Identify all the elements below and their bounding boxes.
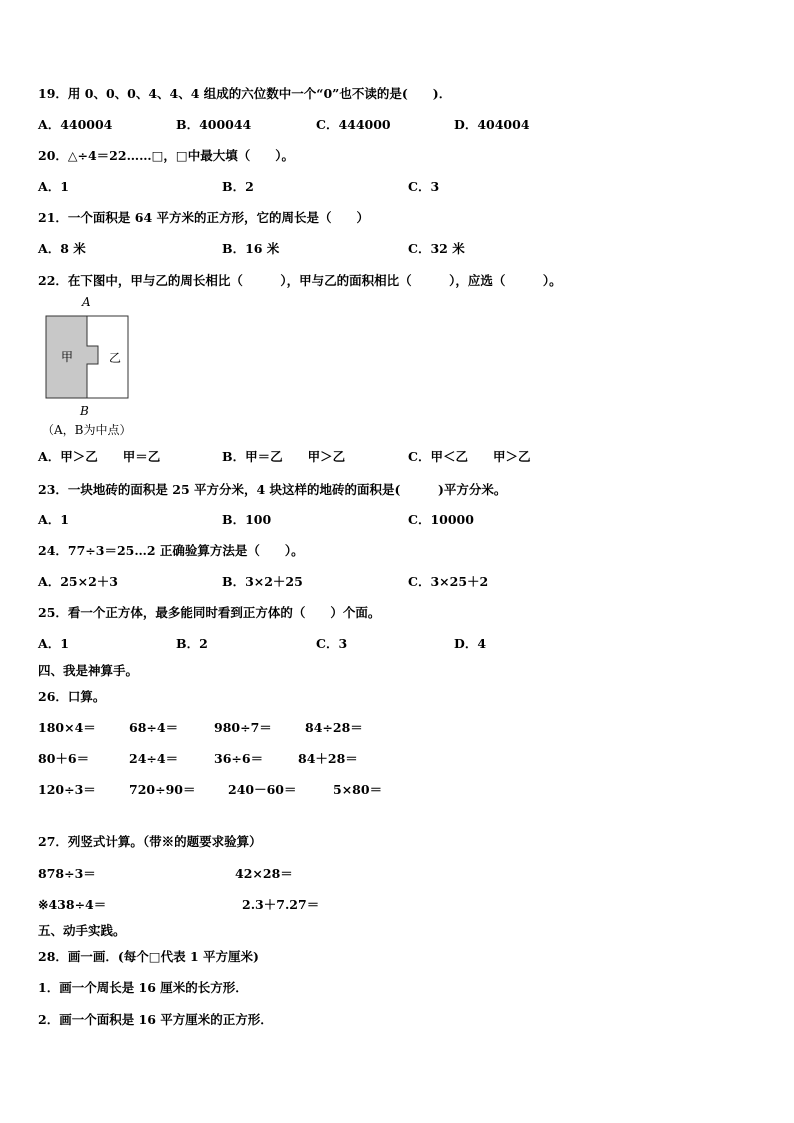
mental-calc-item: 24÷4＝ (129, 751, 179, 766)
question-25-stem: 25．看一个正方体，最多能同时看到正方体的（ ）个面。 (38, 605, 381, 620)
q24-option-c[interactable]: C．3×25＋2 (408, 574, 489, 589)
q25-option-b[interactable]: B．2 (176, 636, 208, 651)
vertical-calc-item: 878÷3＝ (38, 866, 96, 881)
question-23-stem: 23．一块地砖的面积是 25 平方分米，4 块这样的地砖的面积是( )平方分米。 (38, 482, 507, 497)
q25-option-a[interactable]: A．1 (38, 636, 69, 651)
mental-calc-item: 36÷6＝ (214, 751, 264, 766)
mental-calc-item: 720÷90＝ (129, 782, 196, 797)
q25-option-c[interactable]: C．3 (316, 636, 348, 651)
mental-calc-item: 980÷7＝ (214, 720, 272, 735)
question-27-title: 27．列竖式计算。（带※的题要求验算） (38, 834, 262, 849)
q23-option-b[interactable]: B．100 (222, 512, 272, 527)
vertical-calc-item: 42×28＝ (235, 866, 293, 881)
q21-option-b[interactable]: B．16 米 (222, 241, 280, 256)
q19-option-b[interactable]: B．400044 (176, 117, 252, 132)
q23-option-a[interactable]: A．1 (38, 512, 69, 527)
q23-option-c[interactable]: C．10000 (408, 512, 474, 527)
q22-option-b[interactable]: B．甲＝乙 甲＞乙 (222, 449, 346, 464)
mental-calc-item: 80＋6＝ (38, 751, 90, 766)
mental-calc-item: 68÷4＝ (129, 720, 179, 735)
q20-option-a[interactable]: A．1 (38, 179, 69, 194)
mental-calc-item: 120÷3＝ (38, 782, 96, 797)
vertical-calc-item: 2.3＋7.27＝ (242, 897, 320, 912)
q20-option-c[interactable]: C．3 (408, 179, 440, 194)
q22-option-a[interactable]: A．甲＞乙 甲＝乙 (38, 449, 161, 464)
question-21-stem: 21．一个面积是 64 平方米的正方形，它的周长是（ ） (38, 210, 369, 225)
question-28-title: 28．画一画．(每个□代表 1 平方厘米) (38, 949, 259, 964)
drawing-task-2: 2．画一个面积是 16 平方厘米的正方形． (38, 1012, 273, 1027)
q22-option-c[interactable]: C．甲＜乙 甲＞乙 (408, 449, 531, 464)
figure-region-right: 乙 (109, 351, 122, 365)
drawing-task-1: 1．画一个周长是 16 厘米的长方形． (38, 980, 248, 995)
q19-option-d[interactable]: D．404004 (454, 117, 530, 132)
q24-option-a[interactable]: A．25×2＋3 (38, 574, 118, 589)
q21-option-c[interactable]: C．32 米 (408, 241, 465, 256)
q19-option-c[interactable]: C．444000 (316, 117, 391, 132)
mental-calc-item: 180×4＝ (38, 720, 96, 735)
question-24-stem: 24．77÷3＝25…2 正确验算方法是（ ）。 (38, 543, 304, 558)
mental-calc-item: 240－60＝ (228, 782, 297, 797)
figure-label-b: B (80, 404, 89, 418)
q24-option-b[interactable]: B．3×2＋25 (222, 574, 303, 589)
figure-region-left: 甲 (61, 350, 74, 364)
mental-calc-item: 84＋28＝ (298, 751, 358, 766)
q25-option-d[interactable]: D．4 (454, 636, 487, 651)
vertical-calc-item: ※438÷4＝ (38, 897, 107, 912)
q19-option-a[interactable]: A．440004 (38, 117, 113, 132)
figure-note: （A，B为中点） (42, 423, 132, 437)
question-19-stem: 19．用 0、0、0、4、4、4 组成的六位数中一个“0”也不读的是( )． (38, 86, 452, 101)
figure-diagram (40, 298, 140, 408)
q22-figure (40, 295, 140, 438)
mental-calc-item: 84÷28＝ (305, 720, 363, 735)
question-20-stem: 20．△÷4＝22……□，□中最大填（ ）。 (38, 148, 294, 163)
q20-option-b[interactable]: B．2 (222, 179, 254, 194)
section-5-heading: 五、动手实践。 (38, 923, 126, 938)
q21-option-a[interactable]: A．8 米 (38, 241, 86, 256)
mental-calc-item: 5×80＝ (333, 782, 383, 797)
question-26-title: 26．口算。 (38, 689, 106, 704)
question-22-stem: 22．在下图中，甲与乙的周长相比（ ），甲与乙的面积相比（ ），应选（ ）。 (38, 273, 562, 288)
figure-label-a: A (82, 295, 91, 309)
section-4-heading: 四、我是神算手。 (38, 663, 139, 678)
